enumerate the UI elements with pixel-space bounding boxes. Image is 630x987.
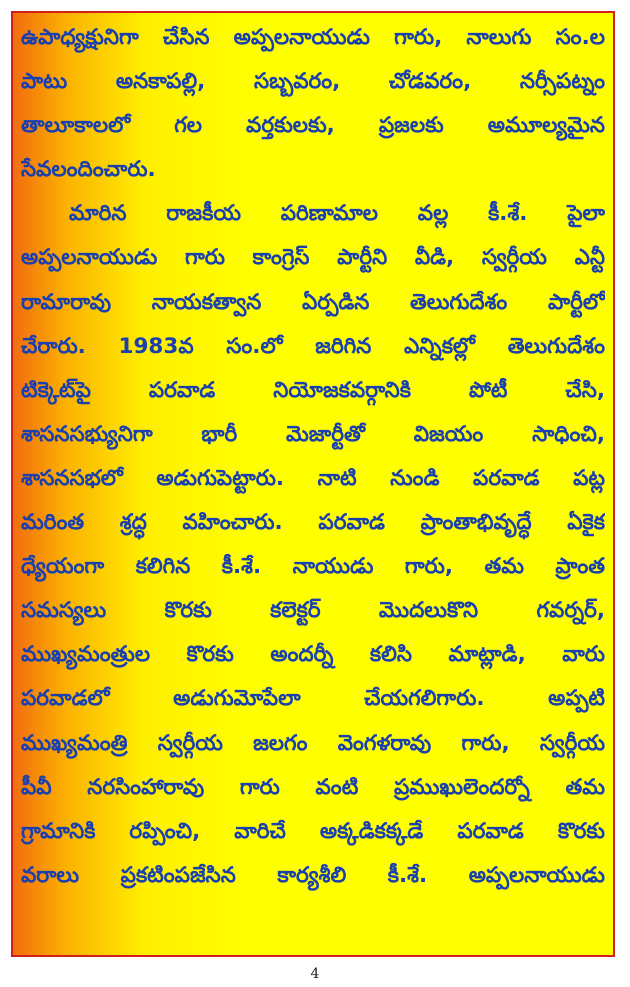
text-line-12: మరింత శ్రద్ధ వహించారు. పరవాడ ప్రాంతాభివృద్ధే ఏకైక xyxy=(21,510,605,536)
text-line-16: పరవాడలో అడుగుమోపేలా చేయగలిగారు. అప్పటి xyxy=(21,686,605,712)
text-line-4: సేవలందించారు. xyxy=(21,157,156,183)
text-line-18: పీవీ నరసింహారావు గారు వంటి ప్రముఖులెందర్నో తమ xyxy=(21,774,605,800)
page-number: 4 xyxy=(310,966,320,982)
text-line-7: రామారావు నాయకత్వాన ఏర్పడిన తెలుగుదేశం పార్టీలో xyxy=(21,289,605,315)
text-line-6: అప్పలనాయుడు గారు కాంగ్రెస్ పార్టీని వీడి, స్వర్గీయ ఎన్టీ xyxy=(21,245,605,271)
telugu-text-body xyxy=(21,16,605,898)
text-line-1: ఉపాధ్యక్షునిగా చేసిన అప్పలనాయుడు గారు, నాలుగు సం.ల xyxy=(21,25,605,50)
text-line-14: సమస్యలు కొరకు కలెక్టర్ మొదలుకొని గవర్నర్, xyxy=(21,598,605,624)
text-line-11: శాసనసభలో అడుగుపెట్టారు. నాటి నుండి పరవాడ పట్ల xyxy=(21,465,605,491)
text-line-19: గ్రామానికి రప్పించి, వారిచే అక్కడికక్కడే పరవాడ కొరకు xyxy=(21,818,605,844)
text-line-13: ధ్యేయంగా కలిగిన కీ.శే. నాయుడు గారు, తమ ప్రాంత xyxy=(21,554,605,580)
text-line-17: ముఖ్యమంత్రి స్వర్గీయ జలగం వెంగళరావు గారు, స్వర్గీయ xyxy=(21,730,605,756)
page-frame xyxy=(11,11,615,957)
text-line-15: ముఖ్యమంత్రుల కొరకు అందర్నీ కలిసి మాట్లాడి, వారు xyxy=(21,642,605,668)
text-line-9: టిక్కెట్‌పై పరవాడ నియోజకవర్గానికి పోటీ చేసి, xyxy=(21,377,605,403)
text-line-2: పాటు అనకాపల్లి, సబ్బవరం, చోడవరం, నర్సీపట్నం xyxy=(21,69,605,95)
text-line-10: శాసనసభ్యునిగా భారీ మెజార్టీతో విజయం సాధించి, xyxy=(21,421,605,447)
text-line-5: మారిన రాజకీయ పరిణామాల వల్ల కీ.శే. పైలా xyxy=(69,201,605,227)
text-line-8: చేరారు. 1983వ సం.లో జరిగిన ఎన్నికల్లో తెలుగుదేశం xyxy=(21,333,605,359)
text-line-20: వరాలు ప్రకటింపజేసిన కార్యశీలి కీ.శే. అప్పలనాయుడు xyxy=(21,862,605,888)
text-line-3: తాలూకాలలో గల వర్తకులకు, ప్రజలకు అమూల్యమైన xyxy=(21,113,605,139)
